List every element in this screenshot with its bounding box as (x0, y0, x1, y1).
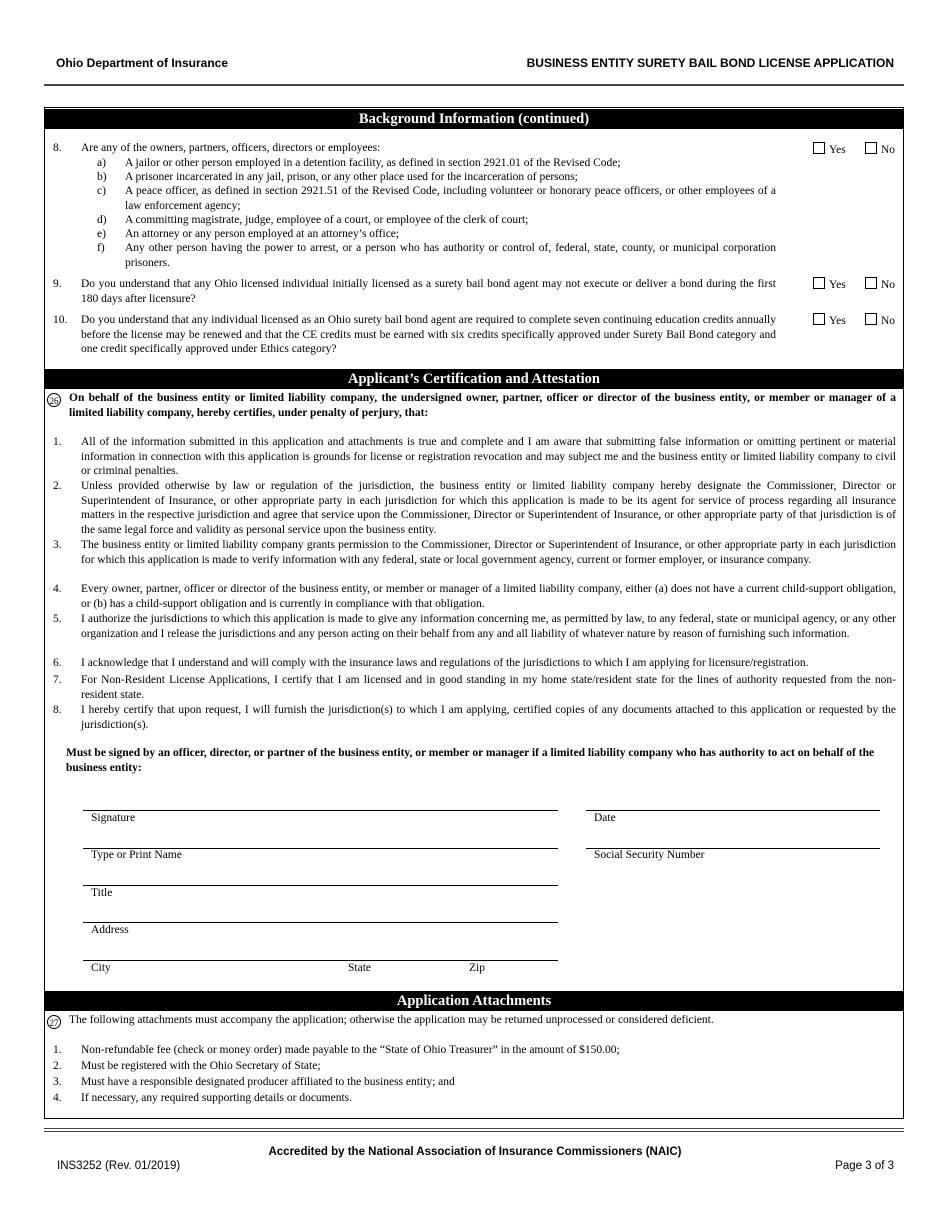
q9-yes-checkbox[interactable]: Yes (813, 277, 846, 292)
background-section-title: Background Information (continued) (44, 109, 904, 129)
checkbox-icon (813, 142, 825, 154)
cert-item-text: The business entity or limited liability company grants permission to the Commissioner, Director or Superintendent of Insurance, or other appropriate party in each jurisdiction for which this application is made to verify information with any federal, state or local government agency, current or former employer, or insurance company. (81, 539, 896, 566)
q8-sub-letter: a) (97, 157, 106, 169)
cert-item-number: 6. (53, 657, 62, 669)
q8-yes-checkbox[interactable]: Yes (813, 142, 846, 157)
footer-divider (44, 1131, 904, 1132)
print-name-label: Type or Print Name (91, 849, 182, 861)
q10-no-checkbox[interactable]: No (865, 313, 895, 328)
state-label: State (348, 962, 371, 974)
cert-item-number: 4. (53, 583, 62, 595)
attachment-text: If necessary, any required supporting details or documents. (81, 1092, 353, 1104)
cert-item-text: All of the information submitted in this application and attachments is true and complete and I am aware that submitting false information or omitting pertinent or material information in connection with this application is grounds for license or registration revocation and may subject me and the business entity or limited liability company to civil or criminal penalties. (81, 436, 896, 477)
q10-yes-checkbox[interactable]: Yes (813, 313, 846, 328)
q8-sub-text: A committing magistrate, judge, employee of a court, or employee of the clerk of court; (125, 214, 529, 226)
cert-item-number: 3. (53, 539, 62, 551)
checkbox-icon (865, 313, 877, 325)
q8-sub-letter: e) (97, 228, 106, 240)
city-label: City (91, 962, 111, 974)
signature-instruction: Must be signed by an officer, director, or partner of the business entity, or member or manager if a limited liability company who has authority to act on behalf of the business entity: (66, 747, 875, 774)
certification-intro: On behalf of the business entity or limited liability company, the undersigned owner, partner, officer or director of the business entity, or member or manager of a limited liability company, hereby certifies, under penalty of perjury, that: (69, 392, 896, 419)
date-line[interactable] (586, 810, 880, 811)
q8-sub-letter: b) (97, 171, 107, 183)
q8-sub-text: Any other person having the power to arrest, or a person who has authority or control of, federal, state, county, or municipal corporation prisoners. (125, 242, 776, 269)
form-id: INS3252 (Rev. 01/2019) (57, 1160, 181, 1172)
attachment-number: 1. (53, 1044, 62, 1056)
attachments-intro: The following attachments must accompany the application; otherwise the application may be returned unprocessed or considered deficient. (69, 1014, 714, 1026)
q8-sub-text: A jailor or other person employed in a detention facility, as defined in section 2921.01 of the Revised Code; (125, 157, 621, 169)
item-26-marker: 26 (47, 393, 61, 407)
attachment-number: 3. (53, 1076, 62, 1088)
q8-sub-letter: f) (97, 242, 105, 254)
q8-sub-text: A prisoner incarcerated in any jail, prison, or any other place used for the incarceration of persons; (125, 171, 578, 183)
q10-text: Do you understand that any individual licensed as an Ohio surety bail bond agent are required to complete seven continuing education credits annually before the license may be renewed and that the CE credits must be earned with six credits specifically approved under Surety Bail Bond category and one credit specifically approved under Ethics category? (81, 314, 776, 355)
q8-no-checkbox[interactable]: No (865, 142, 895, 157)
q8-sub-text: A peace officer, as defined in section 2921.51 of the Revised Code, including volunteer or honorary peace officers, or other employees of a law enforcement agency; (125, 185, 776, 212)
attachment-number: 2. (53, 1060, 62, 1072)
title-label: Title (91, 887, 113, 899)
zip-label: Zip (469, 962, 485, 974)
cert-item-text: Every owner, partner, officer or director of the business entity, or member or manager of a limited liability company, either (a) does not have a current child-support obligation, or (b) has a child-support obligation and is currently in compliance with that obligation. (81, 583, 896, 610)
signature-line[interactable] (83, 810, 558, 811)
checkbox-icon (865, 142, 877, 154)
cert-item-text: For Non-Resident License Applications, I certify that I am licensed and in good standing in my home state/resident state for the lines of authority requested from the non-resident state. (81, 674, 896, 701)
signature-label: Signature (91, 812, 136, 824)
q8-sub-text: An attorney or any person employed at an attorney’s office; (125, 228, 400, 240)
cert-item-text: Unless provided otherwise by law or regulation of the jurisdiction, the business entity or limited liability company hereby designate the Commissioner, Director or Superintendent of Insurance, or other appropriate party in each jurisdiction for which this application is made to be its agent for service of process regarding all insurance matters in the respective jurisdiction and agree that service upon the Commissioner, Director or Superintendent of Insurance, or other appropriate party of that jurisdiction is of the same legal force and validity as personal service upon the business entity. (81, 480, 896, 536)
attachments-section-title: Application Attachments (44, 991, 904, 1011)
checkbox-icon (813, 277, 825, 289)
q9-no-checkbox[interactable]: No (865, 277, 895, 292)
q8-number: 8. (53, 142, 62, 154)
attachment-number: 4. (53, 1092, 62, 1104)
q8-sub-letter: c) (97, 185, 106, 197)
accreditation-note: Accredited by the National Association of Insurance Commissioners (NAIC) (268, 1146, 682, 1158)
checkbox-icon (865, 277, 877, 289)
q9-text: Do you understand that any Ohio licensed individual initially licensed as a surety bail bond agent may not execute or deliver a bond during the first 180 days after licensure? (81, 278, 776, 305)
address-label: Address (91, 924, 129, 936)
page-number: Page 3 of 3 (835, 1160, 894, 1172)
cert-item-number: 2. (53, 480, 62, 492)
attachment-text: Must be registered with the Ohio Secretary of State; (81, 1060, 321, 1072)
city-state-zip-line[interactable] (83, 960, 558, 961)
q10-number: 10. (53, 314, 68, 326)
cert-item-text: I hereby certify that upon request, I will furnish the jurisdiction(s) to which I am applying, certified copies of any documents attached to this application or requested by the jurisdiction(s). (81, 704, 896, 731)
q8-sub-letter: d) (97, 214, 107, 226)
agency-name: Ohio Department of Insurance (56, 56, 229, 70)
q8-text: Are any of the owners, partners, officers, directors or employees: (81, 142, 381, 154)
cert-item-number: 5. (53, 613, 62, 625)
certification-section-title: Applicant’s Certification and Attestation (44, 369, 904, 389)
attachment-text: Non-refundable fee (check or money order) made payable to the “State of Ohio Treasurer” in the amount of $150.00; (81, 1044, 620, 1056)
form-title: BUSINESS ENTITY SURETY BAIL BOND LICENSE APPLICATION (526, 56, 894, 70)
date-label: Date (594, 812, 616, 824)
q9-number: 9. (53, 278, 62, 290)
address-line[interactable] (83, 922, 558, 923)
cert-item-number: 7. (53, 674, 62, 686)
cert-item-text: I acknowledge that I understand and will comply with the insurance laws and regulations of the jurisdictions to which I am applying for licensure/registration. (81, 657, 809, 669)
cert-item-text: I authorize the jurisdictions to which this application is made to give any information concerning me, as permitted by law, to any federal, state or municipal agency, or any other organization and I release the jurisdictions and any person acting on their behalf from any and all liability of whatever nature by reason of furnishing such information. (81, 613, 896, 640)
item-27-marker: 27 (47, 1015, 61, 1029)
ssn-label: Social Security Number (594, 849, 705, 861)
attachment-text: Must have a responsible designated producer affiliated to the business entity; and (81, 1076, 455, 1088)
checkbox-icon (813, 313, 825, 325)
footer-divider (44, 1128, 904, 1129)
header-divider (44, 84, 904, 86)
cert-item-number: 8. (53, 704, 62, 716)
cert-item-number: 1. (53, 436, 62, 448)
title-line[interactable] (83, 885, 558, 886)
